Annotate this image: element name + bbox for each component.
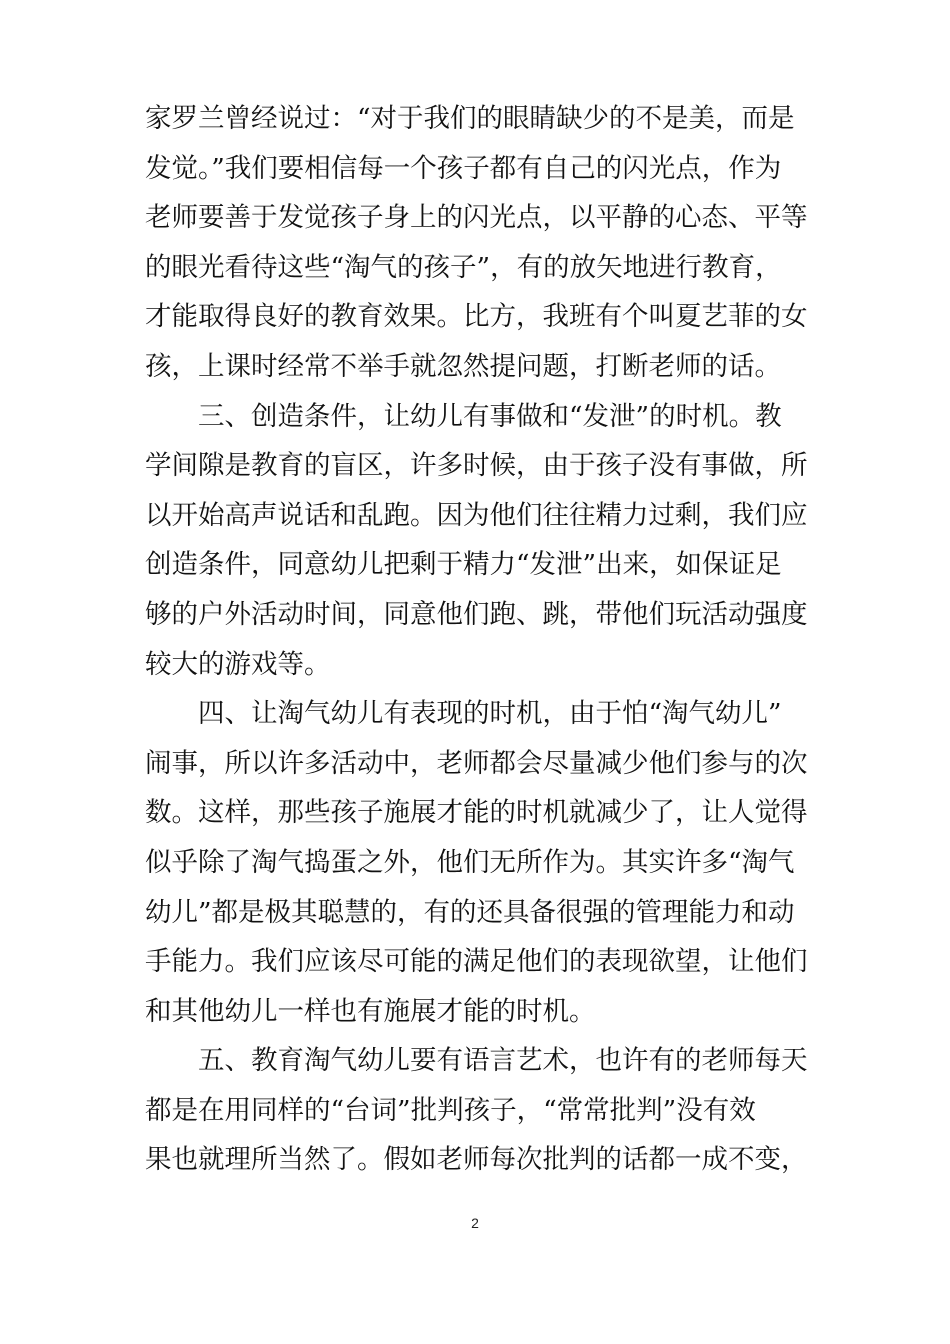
page-number: 2 — [471, 1215, 479, 1231]
text-line: 够的户外活动时间，同意他们跑、跳，带他们玩活动强度 — [145, 598, 808, 630]
text-line: 都是在用同样的“台词”批判孩子，“常常批判”没有效 — [145, 1094, 756, 1126]
text-line: 五、教育淘气幼儿要有语言艺术，也许有的老师每天 — [198, 1045, 808, 1077]
text-line: 较大的游戏等。 — [145, 648, 331, 680]
text-line: 数。这样，那些孩子施展才能的时机就减少了，让人觉得 — [145, 797, 808, 829]
text-line: 才能取得良好的教育效果。比方，我班有个叫夏艺菲的女 — [145, 301, 808, 333]
text-line: 发觉。”我们要相信每一个孩子都有自己的闪光点，作为 — [145, 152, 782, 184]
text-line: 创造条件，同意幼儿把剩于精力“发泄”出来，如保证足 — [145, 549, 782, 581]
text-line: 和其他幼儿一样也有施展才能的时机。 — [145, 995, 596, 1027]
text-line: 家罗兰曾经说过：“对于我们的眼睛缺少的不是美，而是 — [145, 103, 795, 134]
text-line: 学间隙是教育的盲区，许多时候，由于孩子没有事做，所 — [145, 450, 808, 482]
text-line: 孩，上课时经常不举手就忽然提问题，打断老师的话。 — [145, 350, 781, 382]
body-text — [145, 94, 808, 1185]
text-line: 果也就理所当然了。假如老师每次批判的话都一成不变， — [145, 1144, 808, 1176]
text-line: 似乎除了淘气捣蛋之外，他们无所作为。其实许多“淘气 — [145, 846, 795, 878]
text-line: 手能力。我们应该尽可能的满足他们的表现欲望，让他们 — [145, 946, 808, 978]
text-line: 以开始高声说话和乱跑。因为他们往往精力过剩，我们应 — [145, 499, 808, 531]
text-line: 闹事，所以许多活动中，老师都会尽量减少他们参与的次 — [145, 747, 808, 779]
text-line: 四、让淘气幼儿有表现的时机，由于怕“淘气幼儿” — [198, 698, 782, 730]
text-line: 三、创造条件，让幼儿有事做和“发泄”的时机。教 — [198, 400, 782, 432]
text-line: 幼儿”都是极其聪慧的，有的还具备很强的管理能力和动 — [145, 896, 795, 928]
text-line: 的眼光看待这些“淘气的孩子”，有的放矢地进行教育， — [145, 251, 782, 283]
text-line: 老师要善于发觉孩子身上的闪光点，以平静的心态、平等 — [145, 202, 808, 234]
